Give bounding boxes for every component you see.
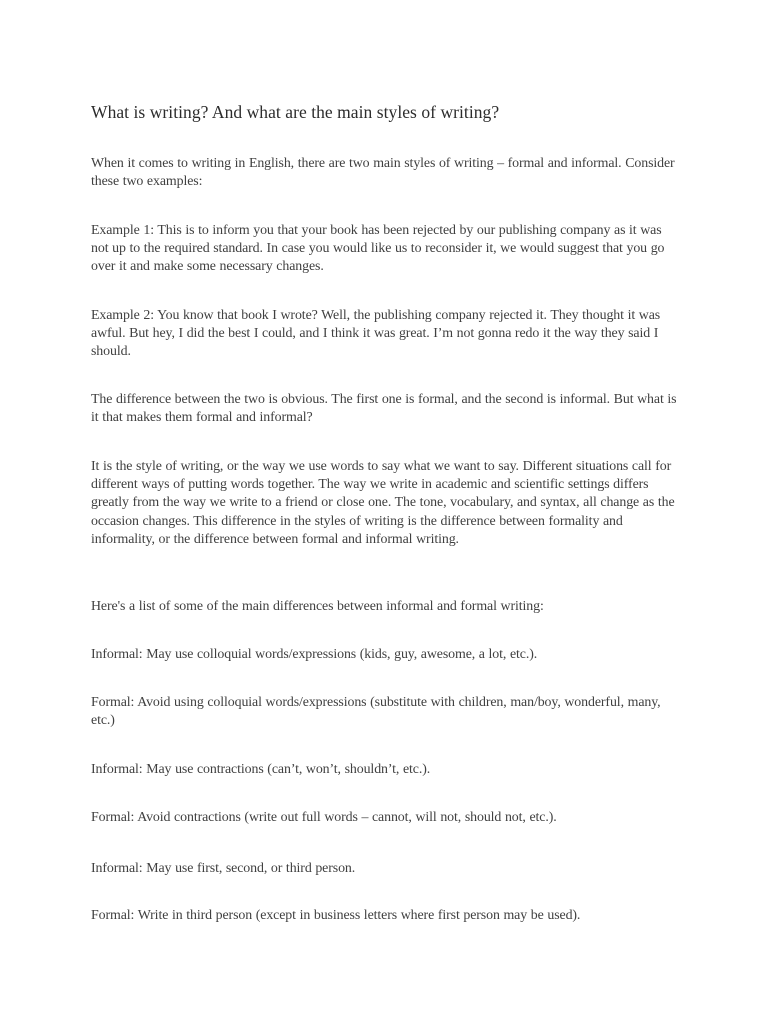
list-item-informal-person: Informal: May use first, second, or third person. bbox=[91, 861, 356, 876]
document-title: What is writing? And what are the main styles of writing? bbox=[91, 102, 500, 122]
paragraph-example-2: Example 2: You know that book I wrote? Well, the publishing company rejected it. They thought it was awful. But hey, I did the best I could, and I think it was great. I’m not gonna redo it the way they said I should. bbox=[91, 308, 661, 360]
list-item-informal-contractions: Informal: May use contractions (can’t, won’t, shouldn’t, etc.). bbox=[91, 762, 431, 777]
paragraph-example-1: Example 1: This is to inform you that your book has been rejected by our publishing company as it was not up to the required standard. In case you would like us to reconsider it, we would suggest that you go over it and make some necessary changes. bbox=[91, 223, 665, 275]
list-item-formal-contractions: Formal: Avoid contractions (write out full words – cannot, will not, should not, etc.). bbox=[91, 810, 557, 825]
paragraph-list-intro: Here's a list of some of the main differences between informal and formal writing: bbox=[91, 599, 544, 614]
list-item-informal-colloquial: Informal: May use colloquial words/expressions (kids, guy, awesome, a lot, etc.). bbox=[91, 647, 538, 662]
paragraph-difference: The difference between the two is obvious. The first one is formal, and the second is informal. But what is it that makes them formal and informal? bbox=[91, 392, 677, 426]
list-item-formal-colloquial: Formal: Avoid using colloquial words/expressions (substitute with children, man/boy, wonderful, many, etc.) bbox=[91, 695, 661, 729]
paragraph-intro: When it comes to writing in English, there are two main styles of writing – formal and informal. Consider these two examples: bbox=[91, 156, 675, 190]
list-item-formal-person: Formal: Write in third person (except in business letters where first person may be used). bbox=[91, 908, 581, 923]
paragraph-style-explanation: It is the style of writing, or the way we use words to say what we want to say. Different situations call for different ways of putting words together. The way we write in academic and scientific settings differs greatly from the way we write to a friend or close one. The tone, vocabulary, and syntax, all change as the occasion changes. This difference in the styles of writing is the difference between formality and informality, or the difference between formal and informal writing. bbox=[91, 459, 675, 547]
